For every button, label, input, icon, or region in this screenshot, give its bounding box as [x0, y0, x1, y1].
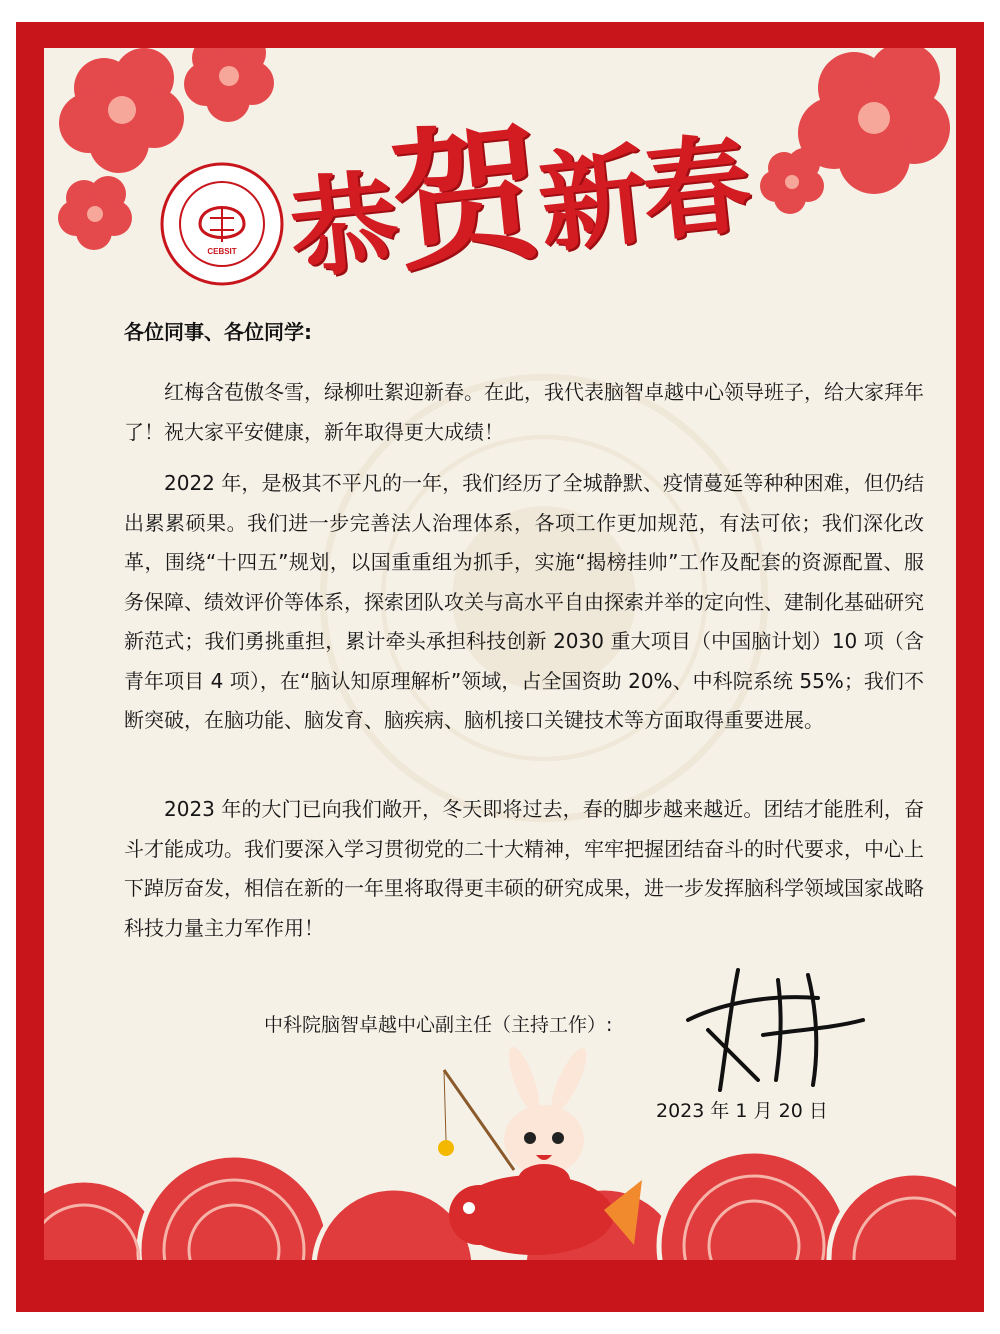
paragraph: 2023 年的大门已向我们敞开，冬天即将过去，春的脚步越来越近。团结才能胜利，奋斗才能成功。我们要深入学习贯彻党的二十大精神，牢牢把握团结奋斗的时代要求，中心上下踔厉奋发，相信在新的一年里将取得更丰硕的研究成果，进一步发挥脑科学领域国家战略科技力量主力军作用！: [124, 797, 924, 940]
paragraph: 2022 年，是极其不平凡的一年，我们经历了全城静默、疫情蔓延等种种困难，但仍结出累累硕果。我们进一步完善法人治理体系，各项工作更加规范，有法可依；我们深化改革，围绕“十四五”规划，以国重重组为抓手，实施“揭榜挂帅”工作及配套的资源配置、服务保障、绩效评价等体系，探索团队攻关与高水平自由探索并举的定向性、建制化基础研究新范式；我们勇挑重担，累计牵头承担科技创新 2030 重大项目（中国脑计划）10 项（含青年项目 4 项），在“脑认知原理解析”领域，占全国资助 20%、中科院系统 55%；我们不断突破，在脑功能、脑发育、脑疾病、脑机接口关键技术等方面取得重要进展。: [124, 471, 924, 732]
rabbit-on-koi-illustration: [384, 1030, 644, 1260]
cebsit-logo: [160, 162, 284, 286]
title-char: 恭: [283, 158, 401, 295]
plum-blossom-right: [744, 48, 956, 238]
title-char: 新: [532, 132, 650, 269]
handwritten-signature: [668, 960, 868, 1100]
salutation: 各位同事、各位同学:: [124, 320, 312, 344]
title-char: 贺: [383, 103, 547, 294]
paragraph: 红梅含苞傲冬雪，绿柳吐絮迎新春。在此，我代表脑智卓越中心领导班子，给大家拜年了！祝大家平安健康，新年取得更大成绩！: [124, 380, 924, 444]
title-char: 春: [636, 121, 753, 258]
page-title: [279, 72, 776, 311]
card-paper: [44, 48, 956, 1260]
signer-title: 中科院脑智卓越中心副主任（主持工作）:: [264, 1014, 613, 1036]
logo-text: CEBSIT: [207, 247, 237, 256]
letter-date: 2023 年 1 月 20 日: [656, 1100, 828, 1122]
